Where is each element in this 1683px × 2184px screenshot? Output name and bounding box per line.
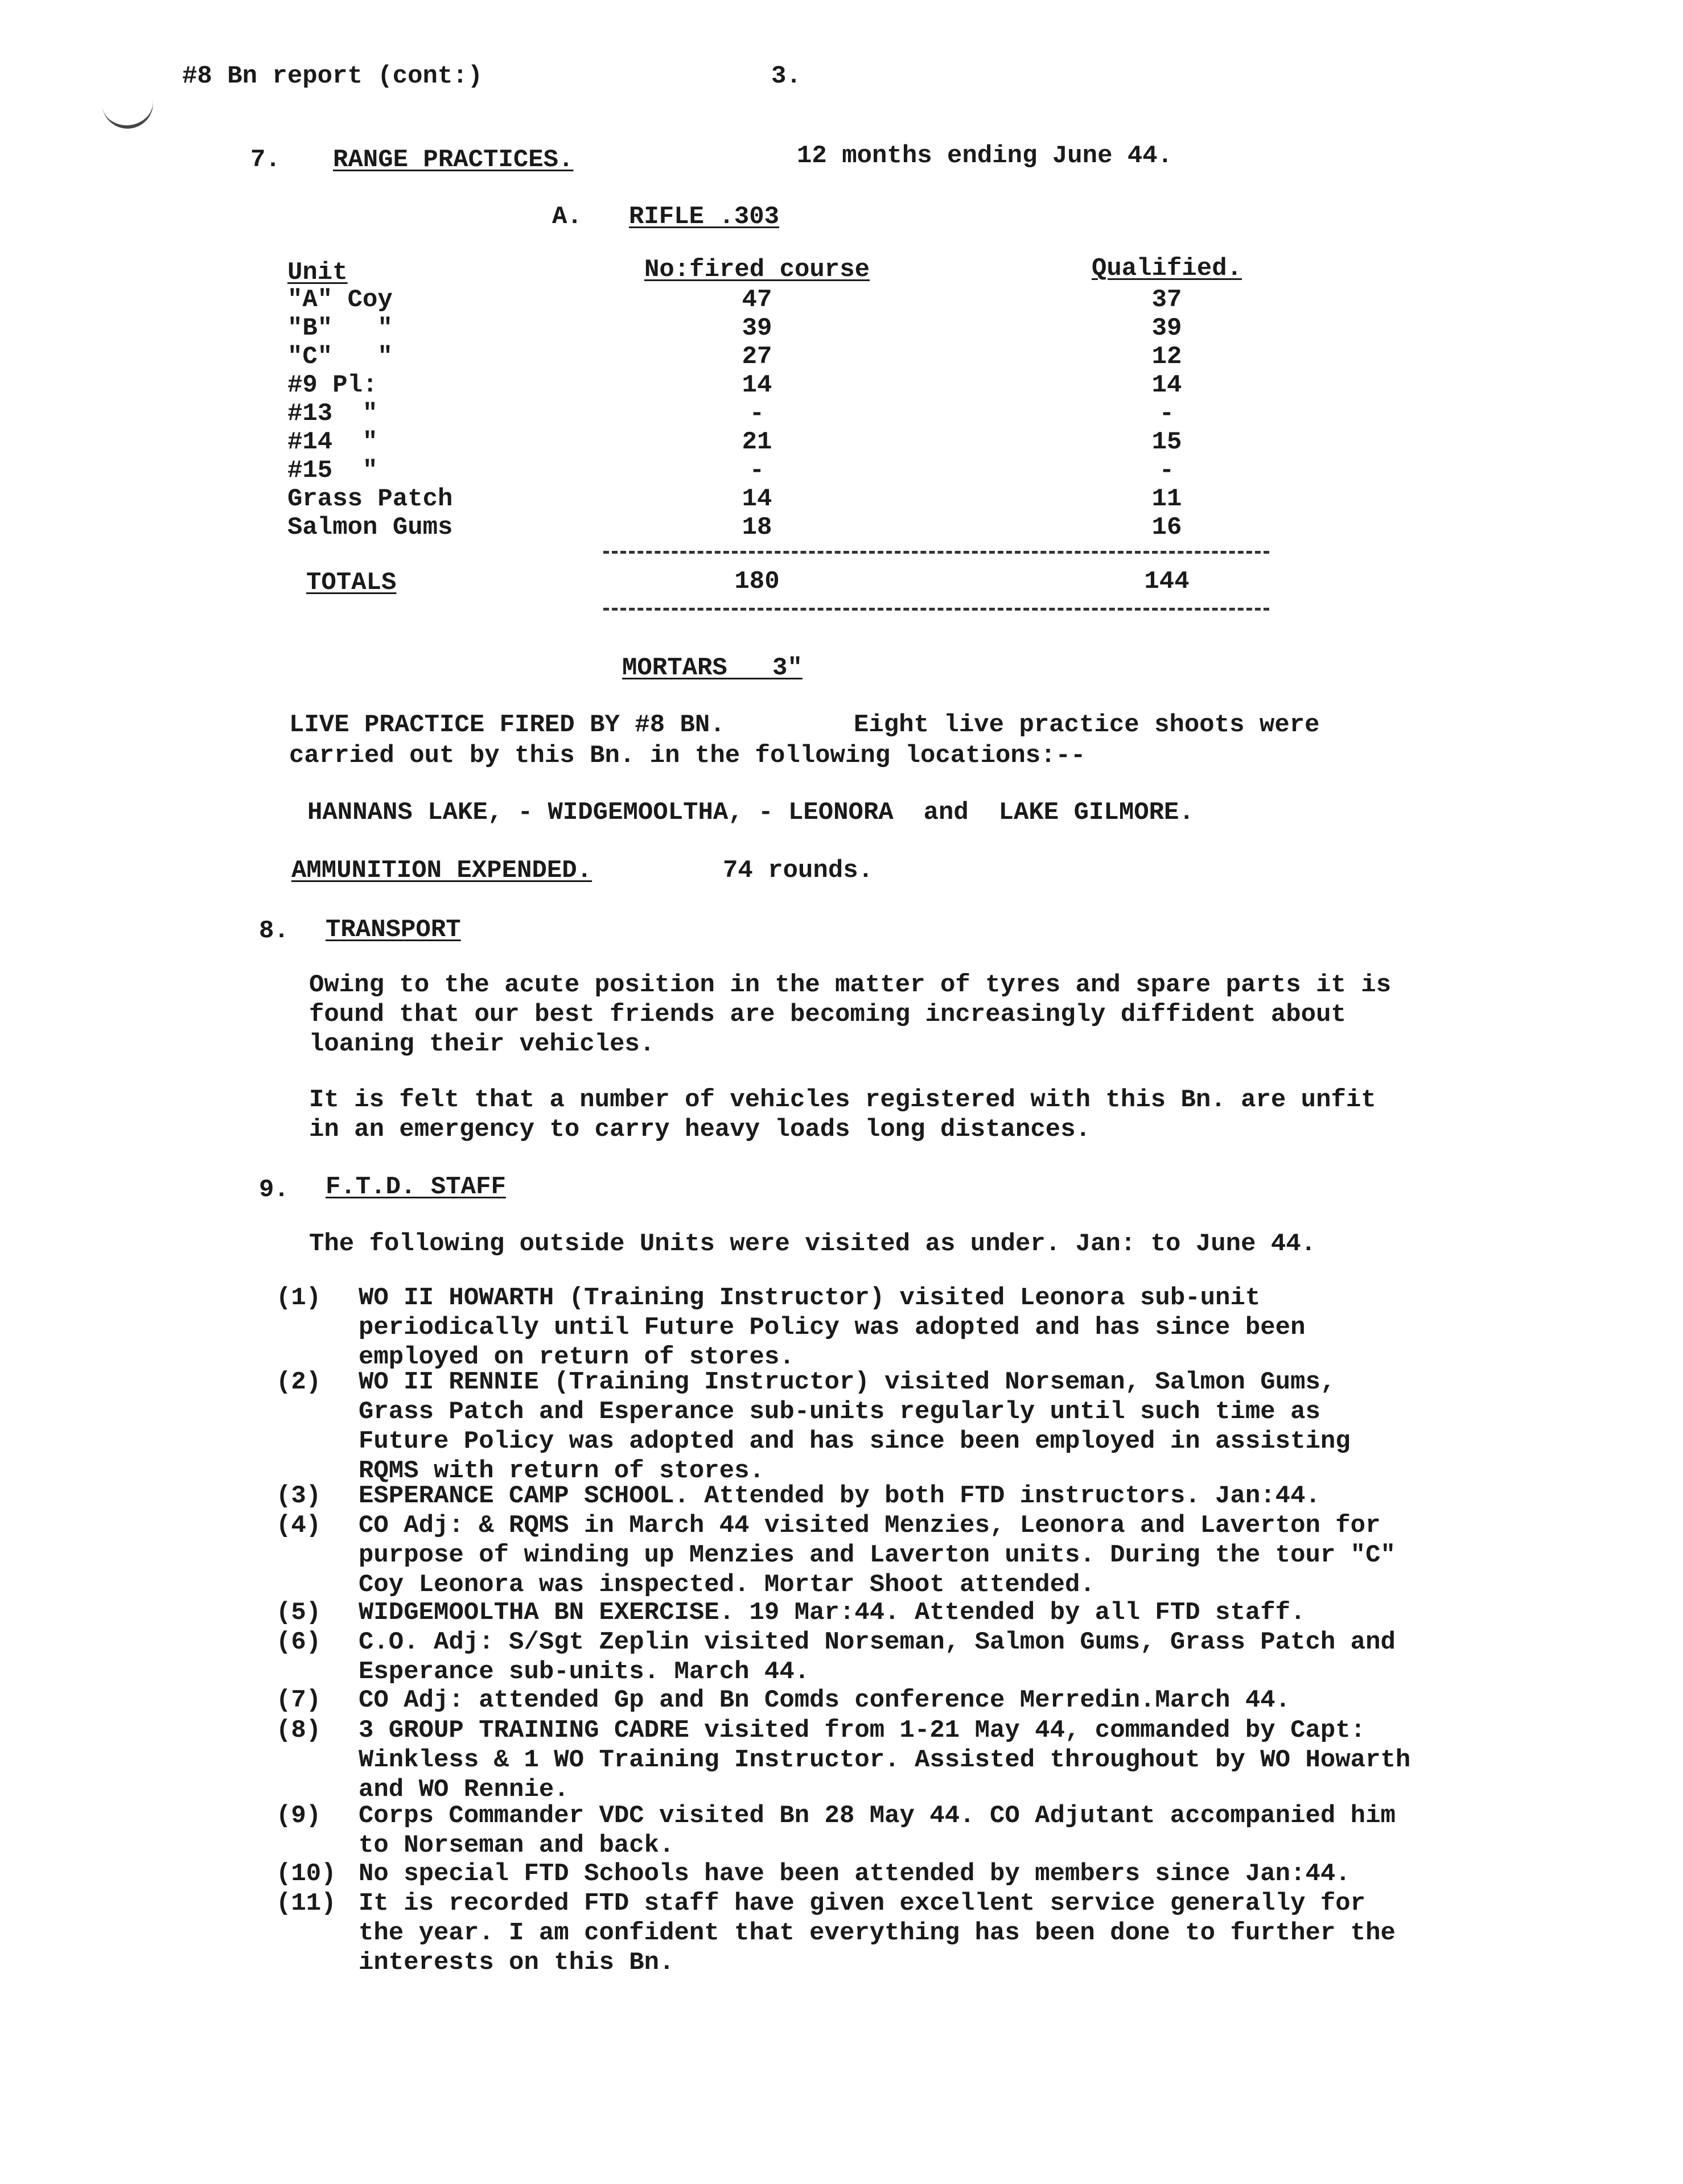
- ftd-item-text: WIDGEMOOLTHA BN EXERCISE. 19 Mar:44. Attended by all FTD staff.: [359, 1598, 1306, 1627]
- rifle-row-unit: #14 ": [287, 428, 378, 456]
- rifle-row-fired: 47: [742, 286, 772, 314]
- ftd-item-number: (1): [276, 1284, 322, 1312]
- transport-paragraph-1: Owing to the acute position in the matter of tyres and spare parts it is found that our best friends are becoming increasingly diffident about loaning their vehicles.: [309, 971, 1392, 1058]
- rifle-heading: RIFLE .303: [629, 203, 780, 231]
- rifle-row-unit: "B" ": [287, 314, 393, 343]
- rifle-heading-letter: A.: [552, 203, 582, 231]
- rifle-row-unit: #13 ": [287, 399, 378, 428]
- mortar-locations: HANNANS LAKE, - WIDGEMOOLTHA, - LEONORA and LAKE GILMORE.: [307, 798, 1194, 827]
- rifle-row-fired: 14: [742, 371, 772, 399]
- totals-fired: 180: [734, 567, 780, 596]
- rifle-row-unit: "C" ": [287, 343, 393, 371]
- rifle-row-qualified: 11: [1151, 485, 1182, 513]
- section-8-title: TRANSPORT: [326, 916, 461, 944]
- totals-rule-top: [603, 551, 1269, 554]
- section-7-period: 12 months ending June 44.: [797, 142, 1173, 170]
- ftd-item-number: (3): [276, 1482, 322, 1510]
- page-number: 3.: [771, 62, 801, 90]
- ftd-item-number: (4): [276, 1511, 322, 1540]
- mortars-heading: MORTARS 3": [622, 654, 803, 682]
- ftd-item-text: CO Adj: & RQMS in March 44 visited Menzies, Leonora and Laverton for purpose of winding up Menzies and Laverton units. During the tour "C" Coy Leonora was inspected. Mortar Shoot attended.: [359, 1511, 1396, 1599]
- ftd-item-text: ESPERANCE CAMP SCHOOL. Attended by both FTD instructors. Jan:44.: [359, 1482, 1320, 1510]
- section-7-number: 7.: [250, 146, 281, 174]
- ftd-item-number: (6): [276, 1628, 322, 1656]
- ftd-item-number: (7): [276, 1686, 322, 1715]
- ftd-item-number: (11): [276, 1889, 336, 1918]
- rifle-row-fired: 14: [742, 485, 772, 513]
- rifle-row-qualified: 39: [1151, 314, 1182, 343]
- report-header: #8 Bn report (cont:): [182, 62, 483, 90]
- totals-rule-bottom: [603, 608, 1269, 611]
- ftd-item-number: (5): [276, 1598, 322, 1627]
- ftd-item-number: (8): [276, 1716, 322, 1745]
- section-7-title: RANGE PRACTICES.: [333, 146, 574, 174]
- ftd-item-text: 3 GROUP TRAINING CADRE visited from 1-21 May 44, commanded by Capt: Winkless & 1 WO Training Instructor. Assisted throughout by WO Howarth and WO Rennie.: [359, 1716, 1411, 1804]
- ftd-item-text: CO Adj: attended Gp and Bn Comds conference Merredin.March 44.: [359, 1686, 1291, 1715]
- rifle-row-qualified: 16: [1151, 513, 1182, 542]
- rifle-row-fired: 39: [742, 314, 772, 343]
- ftd-item-text: It is recorded FTD staff have given excellent service generally for the year. I am confident that everything has been done to further the interests on this Bn.: [359, 1889, 1396, 1977]
- section-8-number: 8.: [259, 917, 289, 945]
- ftd-item-number: (9): [276, 1802, 322, 1830]
- live-practice-text-1: Eight live practice shoots were: [854, 711, 1320, 739]
- pen-mark: [100, 82, 157, 132]
- rifle-row-unit: #9 Pl:: [287, 371, 378, 399]
- section-9-title: F.T.D. STAFF: [326, 1173, 506, 1201]
- ammo-label: AMMUNITION EXPENDED.: [291, 856, 592, 885]
- rifle-row-unit: #15 ": [287, 456, 378, 485]
- rifle-row-unit: Grass Patch: [287, 485, 453, 513]
- live-practice-text-2: carried out by this Bn. in the following locations:--: [289, 741, 1086, 770]
- rifle-row-unit: Salmon Gums: [287, 513, 453, 542]
- rifle-row-qualified: 14: [1151, 371, 1182, 399]
- col-header-qualified: Qualified.: [1091, 254, 1242, 283]
- live-practice-label: LIVE PRACTICE FIRED BY #8 BN.: [289, 711, 725, 739]
- totals-qualified: 144: [1144, 567, 1190, 596]
- col-header-unit: Unit: [287, 258, 348, 287]
- rifle-row-fired: 27: [742, 343, 772, 371]
- ftd-item-text: C.O. Adj: S/Sgt Zeplin visited Norseman, Salmon Gums, Grass Patch and Esperance sub-units. March 44.: [359, 1628, 1396, 1686]
- col-header-fired: No:fired course: [644, 256, 870, 284]
- rifle-row-fired: 21: [742, 428, 772, 456]
- ftd-item-number: (2): [276, 1368, 322, 1396]
- rifle-row-qualified: -: [1159, 399, 1175, 428]
- rifle-row-qualified: 15: [1151, 428, 1182, 456]
- rifle-row-qualified: -: [1159, 456, 1175, 485]
- ftd-item-text: WO II RENNIE (Training Instructor) visited Norseman, Salmon Gums, Grass Patch and Esperance sub-units regularly until such time as Future Policy was adopted and has since been employed in assisting RQMS with return of stores.: [359, 1368, 1351, 1485]
- totals-label: TOTALS: [306, 568, 397, 597]
- rifle-row-qualified: 12: [1151, 343, 1182, 371]
- ftd-item-text: No special FTD Schools have been attended by members since Jan:44.: [359, 1860, 1351, 1888]
- ammo-value: 74 rounds.: [723, 856, 874, 885]
- rifle-row-fired: -: [749, 456, 765, 485]
- rifle-row-unit: "A" Coy: [287, 286, 393, 314]
- transport-paragraph-2: It is felt that a number of vehicles registered with this Bn. are unfit in an emergency to carry heavy loads long distances.: [309, 1086, 1376, 1144]
- rifle-row-fired: 18: [742, 513, 772, 542]
- section-9-number: 9.: [259, 1176, 289, 1204]
- ftd-item-text: Corps Commander VDC visited Bn 28 May 44. CO Adjutant accompanied him to Norseman and back.: [359, 1802, 1396, 1860]
- rifle-row-qualified: 37: [1151, 286, 1182, 314]
- section-9-intro: The following outside Units were visited as under. Jan: to June 44.: [309, 1230, 1316, 1258]
- ftd-item-number: (10): [276, 1860, 336, 1888]
- rifle-row-fired: -: [749, 399, 765, 428]
- ftd-item-text: WO II HOWARTH (Training Instructor) visited Leonora sub-unit periodically until Future Policy was adopted and has since been employed on return of stores.: [359, 1284, 1306, 1371]
